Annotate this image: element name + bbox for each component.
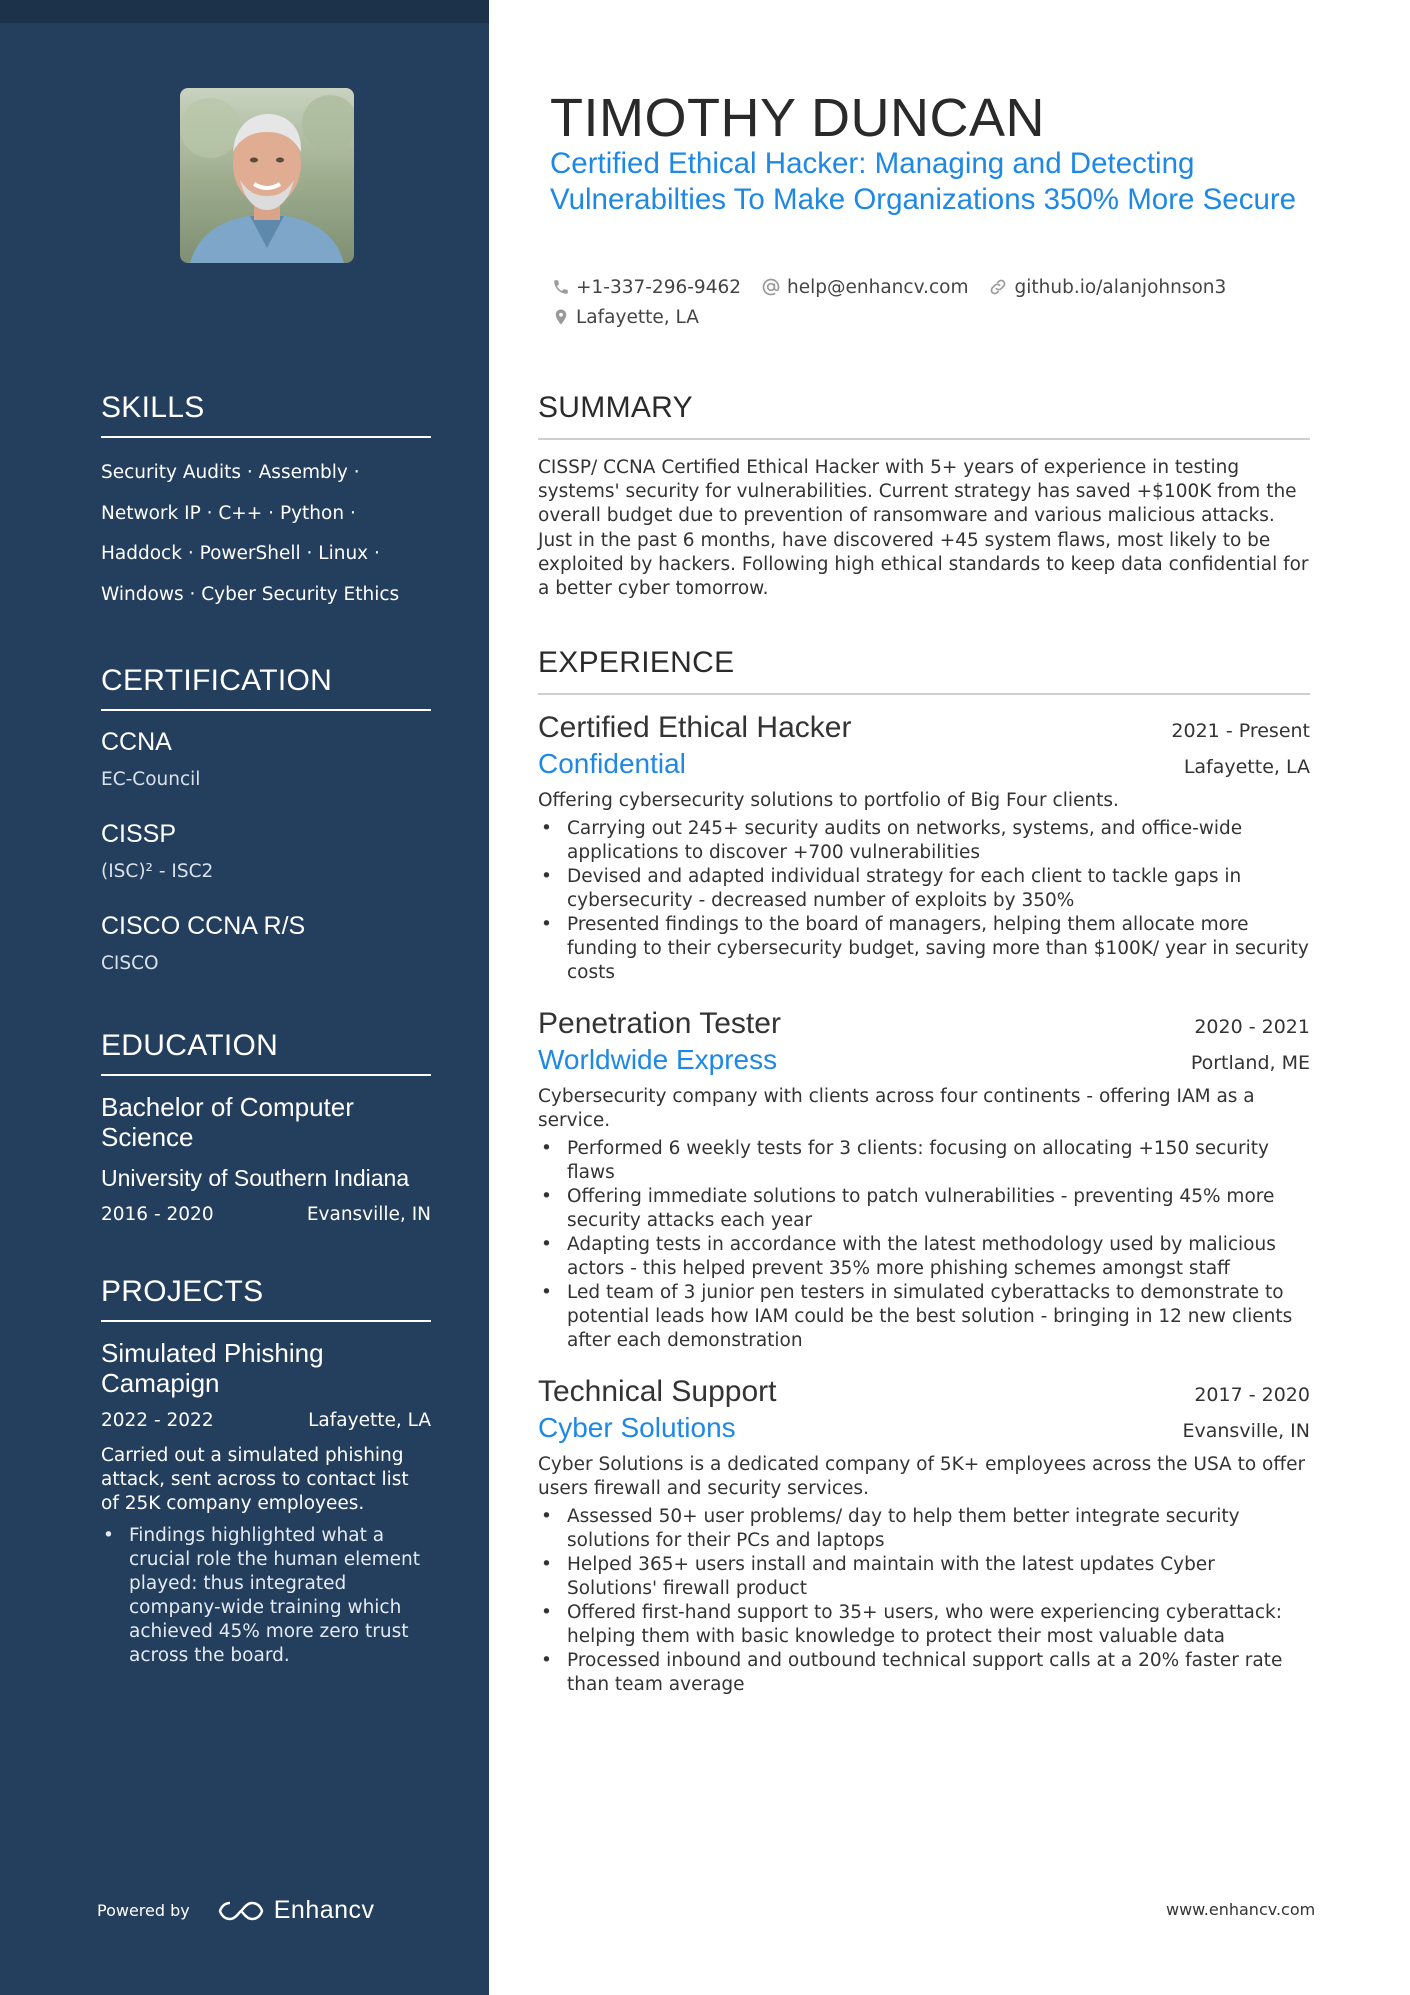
- edu-location: Evansville, IN: [306, 1204, 431, 1225]
- summary-text: CISSP/ CCNA Certified Ethical Hacker with 5+ years of experience in testing systems' security for vulnerabilities. Current strategy has saved +$100K from the overall budget due to prevention of ransomware and various malicious attacks. Just in the past 6 months, have discovered +45 system flaws, most likely to be exploited by hackers. Following high ethical standards to keep data confidential for a better cyber tomorrow.: [538, 457, 1309, 600]
- job-dates: 2021 - Present: [1171, 720, 1310, 742]
- cert-name: CCNA: [101, 728, 172, 756]
- job-subheader: [538, 1411, 1310, 1445]
- job-bullets: [538, 1505, 1310, 1697]
- contact-email[interactable]: [761, 277, 968, 298]
- experience-heading: EXPERIENCE: [538, 648, 1310, 695]
- job-dates: 2020 - 2021: [1194, 1016, 1310, 1038]
- cert-name: CISCO CCNA R/S: [101, 912, 306, 940]
- sidebar: [0, 0, 489, 1995]
- powered-by: [97, 1896, 375, 1925]
- edu-school: University of Southern Indiana: [101, 1165, 410, 1191]
- job-bullet: • Offering immediate solutions to patch vulnerabilities - preventing 45% more security attacks each year: [567, 1185, 1310, 1233]
- contact-link[interactable]: [988, 277, 1226, 298]
- job-bullet: • Helped 365+ users install and maintain with the latest updates Cyber Solutions' firewall product: [567, 1553, 1310, 1601]
- headline: Certified Ethical Hacker: Managing and Detecting Vulnerabilties To Make Organizations 350% More Secure: [550, 147, 1297, 216]
- enhancv-logo-icon: [218, 1899, 264, 1923]
- certification-heading: CERTIFICATION: [101, 666, 431, 711]
- projects-heading: PROJECTS: [101, 1277, 431, 1322]
- job-company: Worldwide Express: [538, 1044, 778, 1075]
- job-location: Evansville, IN: [1182, 1420, 1310, 1442]
- edu-degree: Bachelor of Computer Science: [101, 1092, 354, 1152]
- job-bullet: • Assessed 50+ user problems/ day to help them better integrate security solutions for their PCs and laptops: [567, 1505, 1310, 1553]
- job-description: Offering cybersecurity solutions to portfolio of Big Four clients.: [538, 790, 1119, 811]
- job-entry: [538, 709, 1310, 985]
- edu-meta: [101, 1204, 431, 1226]
- project-dates: 2022 - 2022: [101, 1410, 214, 1431]
- job-bullet: • Devised and adapted individual strategy for each client to tackle gaps in cybersecurity - decreased number of exploits by 350%: [567, 865, 1310, 913]
- skills-line: Security Audits · Assembly ·: [101, 462, 360, 483]
- job-bullets: [538, 817, 1310, 985]
- job-subheader: [538, 1043, 1310, 1077]
- edu-dates: 2016 - 2020: [101, 1204, 214, 1225]
- website-link[interactable]: www.enhancv.com: [1166, 1900, 1316, 1919]
- enhancv-logo-text: Enhancv: [273, 1896, 375, 1924]
- skills-section: [101, 393, 431, 615]
- job-bullet: • Led team of 3 junior pen testers in simulated cyberattacks to demonstrate to potential leads how IAM could be the best solution - bringing in 12 new clients after each demonstration: [567, 1281, 1310, 1353]
- job-subheader: [538, 747, 1310, 781]
- projects-section: [101, 1277, 431, 1668]
- certification-section: [101, 666, 431, 975]
- skills-line: Network IP · C++ · Python ·: [101, 502, 356, 524]
- cert-item: [101, 911, 431, 975]
- avatar: [180, 88, 354, 263]
- experience-section: [538, 648, 1310, 1697]
- candidate-name: TIMOTHY DUNCAN: [550, 88, 1046, 148]
- project-bullet: • Findings highlighted what a crucial role the human element played: thus integrated company-wide training which achieved 45% more zero trust across the board.: [129, 1524, 431, 1668]
- summary-section: [538, 393, 1310, 601]
- job-company: Cyber Solutions: [538, 1412, 736, 1443]
- summary-heading: SUMMARY: [538, 393, 1310, 440]
- sidebar-top-bar: [0, 0, 489, 23]
- contact-phone[interactable]: [552, 277, 741, 298]
- location-pin-icon: [552, 307, 570, 327]
- cert-name: CISSP: [101, 820, 177, 848]
- job-location: Lafayette, LA: [1183, 756, 1310, 778]
- job-header: [538, 1005, 1310, 1043]
- education-section: [101, 1031, 431, 1226]
- cert-issuer: (ISC)² - ISC2: [101, 861, 214, 882]
- cert-issuer: CISCO: [101, 953, 159, 974]
- job-bullet: • Processed inbound and outbound technical support calls at a 20% faster rate than team average: [567, 1649, 1310, 1697]
- job-entry: [538, 1005, 1310, 1353]
- job-bullets: [538, 1137, 1310, 1353]
- job-bullet: • Adapting tests in accordance with the latest methodology used by malicious actors - this helped prevent 35% more phishing schemes amongst staff: [567, 1233, 1310, 1281]
- project-description: Carried out a simulated phishing attack, sent across to contact list of 25K company employees.: [101, 1445, 409, 1514]
- email-text: help@enhancv.com: [787, 276, 969, 298]
- link-text: github.io/alanjohnson3: [1014, 276, 1227, 298]
- job-entry: [538, 1373, 1310, 1697]
- powered-by-label: Powered by: [97, 1901, 190, 1920]
- contact-row: [552, 304, 1312, 330]
- education-heading: EDUCATION: [101, 1031, 431, 1076]
- skills-heading: SKILLS: [101, 393, 431, 438]
- contact-info: [552, 274, 1312, 334]
- job-dates: 2017 - 2020: [1194, 1384, 1310, 1406]
- job-location: Portland, ME: [1190, 1052, 1310, 1074]
- job-bullet: • Offered first-hand support to 35+ users, who were experiencing cyberattack: helping them with basic knowledge to protect their most valuable data: [567, 1601, 1310, 1649]
- job-description: Cybersecurity company with clients across four continents - offering IAM as a service.: [538, 1086, 1255, 1131]
- enhancv-logo[interactable]: [218, 1896, 375, 1925]
- job-title: Penetration Tester: [538, 1007, 781, 1040]
- phone-text: +1-337-296-9462: [576, 276, 742, 298]
- project-location: Lafayette, LA: [308, 1410, 431, 1431]
- phone-icon: [552, 278, 570, 296]
- cert-issuer: EC-Council: [101, 769, 201, 790]
- cert-item: [101, 819, 431, 883]
- contact-row: [552, 274, 1312, 300]
- cert-item: [101, 727, 431, 791]
- job-bullet: • Presented findings to the board of managers, helping them allocate more funding to their cybersecurity budget, saving more than $100K/ year in security costs: [567, 913, 1310, 985]
- job-bullet: • Performed 6 weekly tests for 3 clients: focusing on allocating +150 security flaws: [567, 1137, 1310, 1185]
- job-title: Technical Support: [538, 1375, 777, 1408]
- project-title: Simulated Phishing Camapign: [101, 1338, 324, 1398]
- job-title: Certified Ethical Hacker: [538, 711, 852, 744]
- skills-line: Haddock · PowerShell · Linux ·: [101, 543, 380, 564]
- project-meta: [101, 1410, 431, 1432]
- contact-location: [552, 307, 699, 328]
- job-header: [538, 709, 1310, 747]
- at-icon: [761, 277, 781, 297]
- skills-line: Windows · Cyber Security Ethics: [101, 583, 400, 605]
- job-description: Cyber Solutions is a dedicated company of 5K+ employees across the USA to offer users firewall and security services.: [538, 1454, 1306, 1499]
- location-text: Lafayette, LA: [576, 306, 699, 328]
- link-icon: [988, 277, 1008, 297]
- job-company: Confidential: [538, 748, 686, 779]
- project-bullets: [101, 1524, 431, 1668]
- job-bullet: • Carrying out 245+ security audits on networks, systems, and office-wide applications to discover +700 vulnerabilities: [567, 817, 1310, 865]
- job-header: [538, 1373, 1310, 1411]
- skills-list: [101, 453, 431, 615]
